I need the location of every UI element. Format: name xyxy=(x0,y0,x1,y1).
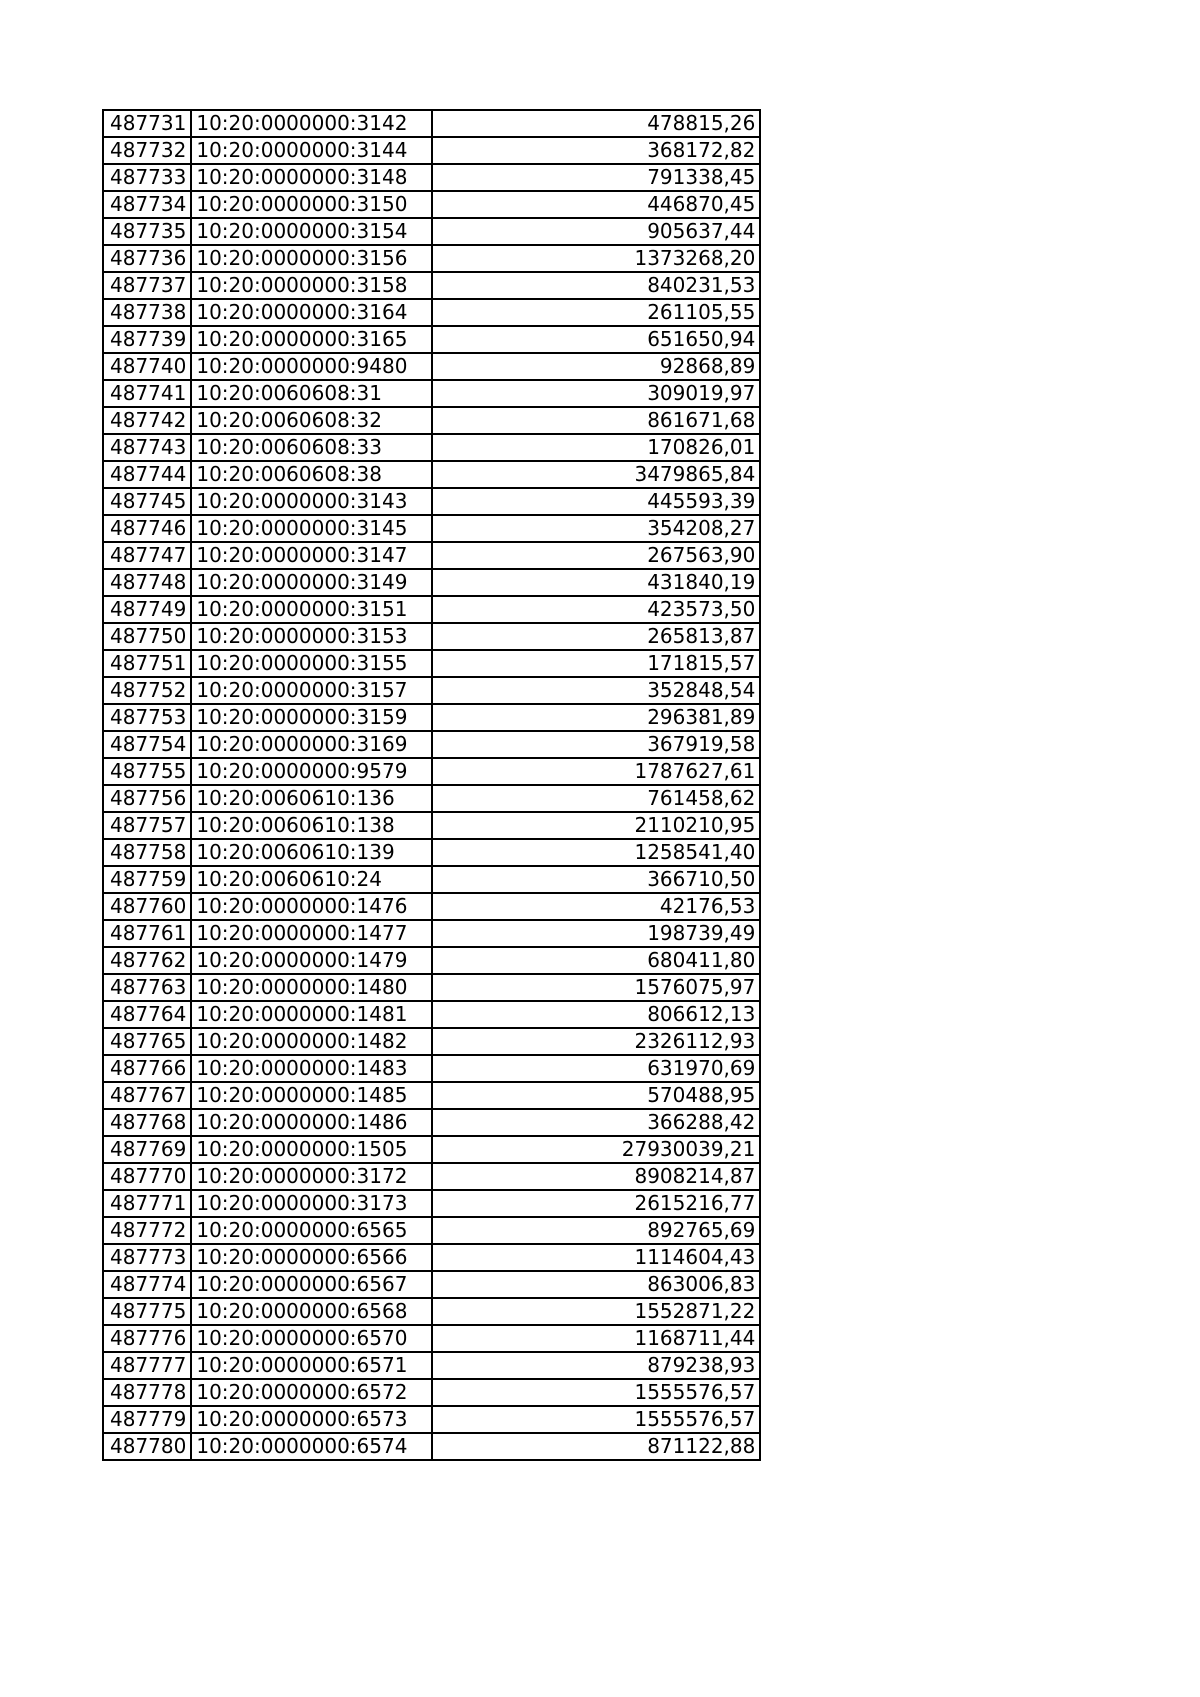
cadastral-number-cell: 10:20:0000000:3164 xyxy=(191,299,432,326)
amount-cell: 27930039,21 xyxy=(432,1136,760,1163)
table-row xyxy=(103,1109,760,1136)
amount-cell: 1555576,57 xyxy=(432,1406,760,1433)
row-number-cell: 487741 xyxy=(103,380,191,407)
cadastral-number-cell: 10:20:0060608:32 xyxy=(191,407,432,434)
cadastral-number-cell: 10:20:0000000:6571 xyxy=(191,1352,432,1379)
table-row xyxy=(103,1244,760,1271)
table-row xyxy=(103,326,760,353)
table-row xyxy=(103,839,760,866)
amount-cell: 680411,80 xyxy=(432,947,760,974)
amount-cell: 570488,95 xyxy=(432,1082,760,1109)
amount-cell: 8908214,87 xyxy=(432,1163,760,1190)
amount-cell: 478815,26 xyxy=(432,110,760,137)
cadastral-number-cell: 10:20:0000000:1477 xyxy=(191,920,432,947)
row-number-cell: 487755 xyxy=(103,758,191,785)
cadastral-number-cell: 10:20:0000000:3155 xyxy=(191,650,432,677)
table-row xyxy=(103,1028,760,1055)
row-number-cell: 487777 xyxy=(103,1352,191,1379)
row-number-cell: 487748 xyxy=(103,569,191,596)
table-row xyxy=(103,488,760,515)
cadastral-number-cell: 10:20:0000000:1482 xyxy=(191,1028,432,1055)
row-number-cell: 487763 xyxy=(103,974,191,1001)
cadastral-number-cell: 10:20:0060610:138 xyxy=(191,812,432,839)
row-number-cell: 487744 xyxy=(103,461,191,488)
cadastral-number-cell: 10:20:0000000:1479 xyxy=(191,947,432,974)
table-row xyxy=(103,1298,760,1325)
row-number-cell: 487772 xyxy=(103,1217,191,1244)
amount-cell: 1168711,44 xyxy=(432,1325,760,1352)
amount-cell: 2110210,95 xyxy=(432,812,760,839)
amount-cell: 840231,53 xyxy=(432,272,760,299)
row-number-cell: 487735 xyxy=(103,218,191,245)
row-number-cell: 487746 xyxy=(103,515,191,542)
table-row xyxy=(103,542,760,569)
row-number-cell: 487742 xyxy=(103,407,191,434)
cadastral-number-cell: 10:20:0000000:9579 xyxy=(191,758,432,785)
amount-cell: 1114604,43 xyxy=(432,1244,760,1271)
table-row xyxy=(103,1325,760,1352)
cadastral-number-cell: 10:20:0000000:6572 xyxy=(191,1379,432,1406)
row-number-cell: 487736 xyxy=(103,245,191,272)
cadastral-number-cell: 10:20:0000000:3157 xyxy=(191,677,432,704)
table-row xyxy=(103,218,760,245)
amount-cell: 1787627,61 xyxy=(432,758,760,785)
amount-cell: 761458,62 xyxy=(432,785,760,812)
amount-cell: 309019,97 xyxy=(432,380,760,407)
cadastral-number-cell: 10:20:0000000:3151 xyxy=(191,596,432,623)
table-row xyxy=(103,569,760,596)
amount-cell: 2326112,93 xyxy=(432,1028,760,1055)
table-row xyxy=(103,191,760,218)
row-number-cell: 487770 xyxy=(103,1163,191,1190)
table-row xyxy=(103,1163,760,1190)
table-row xyxy=(103,1190,760,1217)
amount-cell: 1258541,40 xyxy=(432,839,760,866)
row-number-cell: 487760 xyxy=(103,893,191,920)
cadastral-number-cell: 10:20:0000000:3147 xyxy=(191,542,432,569)
cadastral-number-cell: 10:20:0000000:1481 xyxy=(191,1001,432,1028)
amount-cell: 892765,69 xyxy=(432,1217,760,1244)
table-row xyxy=(103,299,760,326)
amount-cell: 791338,45 xyxy=(432,164,760,191)
amount-cell: 651650,94 xyxy=(432,326,760,353)
amount-cell: 265813,87 xyxy=(432,623,760,650)
row-number-cell: 487756 xyxy=(103,785,191,812)
cadastral-number-cell: 10:20:0000000:3148 xyxy=(191,164,432,191)
amount-cell: 1555576,57 xyxy=(432,1379,760,1406)
table-row xyxy=(103,353,760,380)
amount-cell: 1552871,22 xyxy=(432,1298,760,1325)
cadastral-number-cell: 10:20:0060608:38 xyxy=(191,461,432,488)
table-row xyxy=(103,758,760,785)
amount-cell: 863006,83 xyxy=(432,1271,760,1298)
cadastral-number-cell: 10:20:0000000:3173 xyxy=(191,1190,432,1217)
cadastral-number-cell: 10:20:0060610:24 xyxy=(191,866,432,893)
table-row xyxy=(103,1136,760,1163)
table-row xyxy=(103,1379,760,1406)
amount-cell: 198739,49 xyxy=(432,920,760,947)
table-row xyxy=(103,1082,760,1109)
amount-cell: 1576075,97 xyxy=(432,974,760,1001)
cadastral-number-cell: 10:20:0000000:6574 xyxy=(191,1433,432,1460)
row-number-cell: 487757 xyxy=(103,812,191,839)
table-row xyxy=(103,434,760,461)
amount-cell: 3479865,84 xyxy=(432,461,760,488)
row-number-cell: 487752 xyxy=(103,677,191,704)
amount-cell: 366710,50 xyxy=(432,866,760,893)
cadastral-number-cell: 10:20:0000000:3172 xyxy=(191,1163,432,1190)
cadastral-number-cell: 10:20:0000000:6566 xyxy=(191,1244,432,1271)
amount-cell: 367919,58 xyxy=(432,731,760,758)
table-row xyxy=(103,785,760,812)
table-row xyxy=(103,974,760,1001)
table-row xyxy=(103,1217,760,1244)
row-number-cell: 487751 xyxy=(103,650,191,677)
amount-cell: 261105,55 xyxy=(432,299,760,326)
table-row xyxy=(103,623,760,650)
cadastral-number-cell: 10:20:0060608:31 xyxy=(191,380,432,407)
row-number-cell: 487778 xyxy=(103,1379,191,1406)
amount-cell: 267563,90 xyxy=(432,542,760,569)
cadastral-number-cell: 10:20:0000000:3169 xyxy=(191,731,432,758)
row-number-cell: 487776 xyxy=(103,1325,191,1352)
cadastral-number-cell: 10:20:0000000:3143 xyxy=(191,488,432,515)
table-row xyxy=(103,407,760,434)
table-row xyxy=(103,110,760,137)
cadastral-number-cell: 10:20:0000000:9480 xyxy=(191,353,432,380)
cadastral-number-cell: 10:20:0060608:33 xyxy=(191,434,432,461)
amount-cell: 871122,88 xyxy=(432,1433,760,1460)
amount-cell: 42176,53 xyxy=(432,893,760,920)
amount-cell: 446870,45 xyxy=(432,191,760,218)
cadastral-number-cell: 10:20:0000000:3159 xyxy=(191,704,432,731)
table-row xyxy=(103,893,760,920)
cadastral-number-cell: 10:20:0000000:6565 xyxy=(191,1217,432,1244)
amount-cell: 879238,93 xyxy=(432,1352,760,1379)
row-number-cell: 487765 xyxy=(103,1028,191,1055)
row-number-cell: 487764 xyxy=(103,1001,191,1028)
row-number-cell: 487733 xyxy=(103,164,191,191)
table-row xyxy=(103,596,760,623)
cadastral-number-cell: 10:20:0000000:3142 xyxy=(191,110,432,137)
cadastral-number-cell: 10:20:0000000:6570 xyxy=(191,1325,432,1352)
table-row xyxy=(103,1433,760,1460)
row-number-cell: 487762 xyxy=(103,947,191,974)
row-number-cell: 487774 xyxy=(103,1271,191,1298)
row-number-cell: 487779 xyxy=(103,1406,191,1433)
cadastral-number-cell: 10:20:0000000:3153 xyxy=(191,623,432,650)
row-number-cell: 487768 xyxy=(103,1109,191,1136)
row-number-cell: 487740 xyxy=(103,353,191,380)
cadastral-number-cell: 10:20:0000000:6567 xyxy=(191,1271,432,1298)
table-row xyxy=(103,650,760,677)
table-row xyxy=(103,1271,760,1298)
amount-cell: 806612,13 xyxy=(432,1001,760,1028)
cadastral-number-cell: 10:20:0000000:3144 xyxy=(191,137,432,164)
row-number-cell: 487761 xyxy=(103,920,191,947)
table-row xyxy=(103,677,760,704)
table-row xyxy=(103,137,760,164)
amount-cell: 352848,54 xyxy=(432,677,760,704)
row-number-cell: 487754 xyxy=(103,731,191,758)
table-row xyxy=(103,947,760,974)
table-row xyxy=(103,515,760,542)
amount-cell: 905637,44 xyxy=(432,218,760,245)
cadastral-number-cell: 10:20:0000000:6568 xyxy=(191,1298,432,1325)
cadastral-number-cell: 10:20:0000000:3154 xyxy=(191,218,432,245)
amount-cell: 354208,27 xyxy=(432,515,760,542)
amount-cell: 366288,42 xyxy=(432,1109,760,1136)
table-body xyxy=(103,110,760,1460)
row-number-cell: 487747 xyxy=(103,542,191,569)
table-row xyxy=(103,866,760,893)
cadastral-number-cell: 10:20:0060610:136 xyxy=(191,785,432,812)
table-row xyxy=(103,380,760,407)
amount-cell: 431840,19 xyxy=(432,569,760,596)
cadastral-number-cell: 10:20:0000000:3150 xyxy=(191,191,432,218)
cadastral-number-cell: 10:20:0060610:139 xyxy=(191,839,432,866)
table-row xyxy=(103,1406,760,1433)
cadastral-number-cell: 10:20:0000000:3145 xyxy=(191,515,432,542)
table-row xyxy=(103,1001,760,1028)
table-row xyxy=(103,1055,760,1082)
cadastral-number-cell: 10:20:0000000:3158 xyxy=(191,272,432,299)
cadastral-number-cell: 10:20:0000000:6573 xyxy=(191,1406,432,1433)
row-number-cell: 487750 xyxy=(103,623,191,650)
amount-cell: 171815,57 xyxy=(432,650,760,677)
row-number-cell: 487749 xyxy=(103,596,191,623)
cadastral-number-cell: 10:20:0000000:1483 xyxy=(191,1055,432,1082)
table-row xyxy=(103,704,760,731)
row-number-cell: 487737 xyxy=(103,272,191,299)
cadastral-number-cell: 10:20:0000000:3156 xyxy=(191,245,432,272)
cadastral-number-cell: 10:20:0000000:3149 xyxy=(191,569,432,596)
amount-cell: 861671,68 xyxy=(432,407,760,434)
row-number-cell: 487731 xyxy=(103,110,191,137)
table-row xyxy=(103,245,760,272)
row-number-cell: 487771 xyxy=(103,1190,191,1217)
amount-cell: 631970,69 xyxy=(432,1055,760,1082)
row-number-cell: 487759 xyxy=(103,866,191,893)
cadastral-number-cell: 10:20:0000000:1485 xyxy=(191,1082,432,1109)
amount-cell: 368172,82 xyxy=(432,137,760,164)
amount-cell: 445593,39 xyxy=(432,488,760,515)
row-number-cell: 487738 xyxy=(103,299,191,326)
row-number-cell: 487780 xyxy=(103,1433,191,1460)
row-number-cell: 487743 xyxy=(103,434,191,461)
table-row xyxy=(103,164,760,191)
table-row xyxy=(103,272,760,299)
table-row xyxy=(103,1352,760,1379)
table-row xyxy=(103,461,760,488)
cadastral-number-cell: 10:20:0000000:1505 xyxy=(191,1136,432,1163)
cadastral-value-table xyxy=(102,109,761,1461)
row-number-cell: 487758 xyxy=(103,839,191,866)
amount-cell: 170826,01 xyxy=(432,434,760,461)
amount-cell: 296381,89 xyxy=(432,704,760,731)
row-number-cell: 487775 xyxy=(103,1298,191,1325)
cadastral-number-cell: 10:20:0000000:1480 xyxy=(191,974,432,1001)
amount-cell: 92868,89 xyxy=(432,353,760,380)
cadastral-number-cell: 10:20:0000000:1476 xyxy=(191,893,432,920)
cadastral-number-cell: 10:20:0000000:3165 xyxy=(191,326,432,353)
cadastral-number-cell: 10:20:0000000:1486 xyxy=(191,1109,432,1136)
table-row xyxy=(103,731,760,758)
row-number-cell: 487773 xyxy=(103,1244,191,1271)
table-row xyxy=(103,812,760,839)
row-number-cell: 487734 xyxy=(103,191,191,218)
amount-cell: 2615216,77 xyxy=(432,1190,760,1217)
row-number-cell: 487769 xyxy=(103,1136,191,1163)
row-number-cell: 487753 xyxy=(103,704,191,731)
table-row xyxy=(103,920,760,947)
row-number-cell: 487732 xyxy=(103,137,191,164)
amount-cell: 1373268,20 xyxy=(432,245,760,272)
row-number-cell: 487767 xyxy=(103,1082,191,1109)
amount-cell: 423573,50 xyxy=(432,596,760,623)
row-number-cell: 487745 xyxy=(103,488,191,515)
row-number-cell: 487766 xyxy=(103,1055,191,1082)
row-number-cell: 487739 xyxy=(103,326,191,353)
